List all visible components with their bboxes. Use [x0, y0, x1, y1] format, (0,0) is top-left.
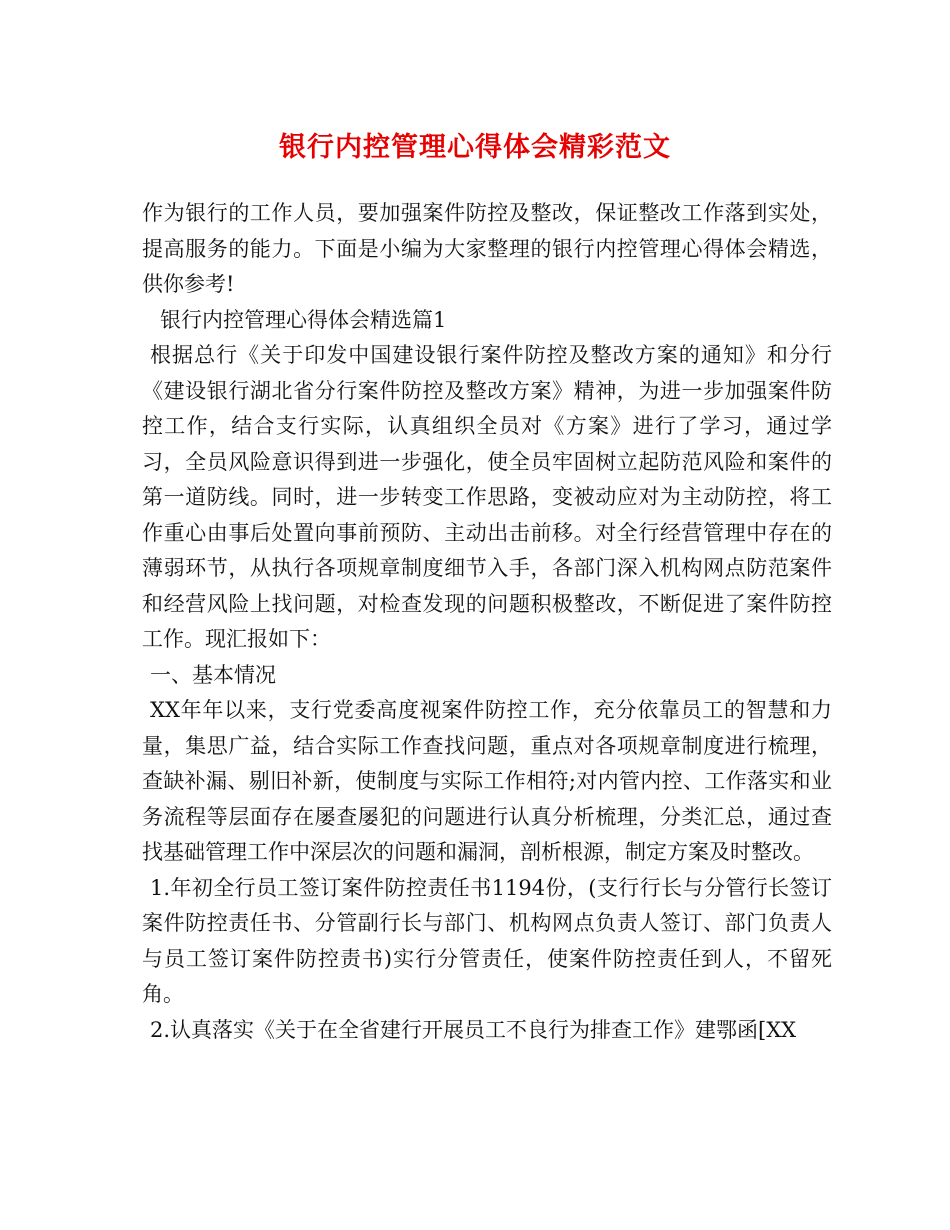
- section-heading-basic-situation: 一、基本情况: [150, 662, 276, 687]
- document-title: 银行内控管理心得体会精彩范文: [279, 132, 671, 163]
- body-paragraph: 根据总行《关于印发中国建设银行案件防控及整改方案的通知》和分行《建设银行湖北省分行案件防控及整改方案》精神，为进一步加强案件防控工作，结合支行实际，认真组织全员对《方案》进行了学习，通过学习，全员风险意识得到进一步强化，使全员牢固树立起防范风险和案件的第一道防线。同时，进一步转变工作思路，变被动应对为主动防控，将工作重心由事后处置向事前预防、主动出击前移。对全行经营管理中存在的薄弱环节，从执行各项规章制度细节入手，各部门深入机构网点防范案件和经营风险上找问题，对检查发现的问题积极整改，不断促进了案件防控工作。现汇报如下：: [142, 343, 832, 651]
- document-body: [142, 196, 832, 1048]
- intro-paragraph: 作为银行的工作人员，要加强案件防控及整改，保证整改工作落到实处，提高服务的能力。下面是小编为大家整理的银行内控管理心得体会精选，供你参考!: [142, 201, 832, 296]
- section-heading-part-1: 银行内控管理心得体会精选篇1: [160, 307, 447, 332]
- list-item: 2.认真落实《关于在全省建行开展员工不良行为排查工作》建鄂函[XX: [150, 1017, 797, 1042]
- body-paragraph: XX年年以来，支行党委高度视案件防控工作，充分依靠员工的智慧和力量，集思广益，结合实际工作查找问题，重点对各项规章制度进行梳理，查缺补漏、剔旧补新，使制度与实际工作相符;对内管内控、工作落实和业务流程等层面存在屡查屡犯的问题进行认真分析梳理，分类汇总，通过查找基础管理工作中深层次的问题和漏洞，剖析根源，制定方案及时整改。: [142, 698, 832, 864]
- list-item: 1.年初全行员工签订案件防控责任书1194份，(支行行长与分管行长签订案件防控责任书、分管副行长与部门、机构网点负责人签订、部门负责人与员工签订案件防控责书)实行分管责任，使案件防控责任到人，不留死角。: [142, 875, 832, 1006]
